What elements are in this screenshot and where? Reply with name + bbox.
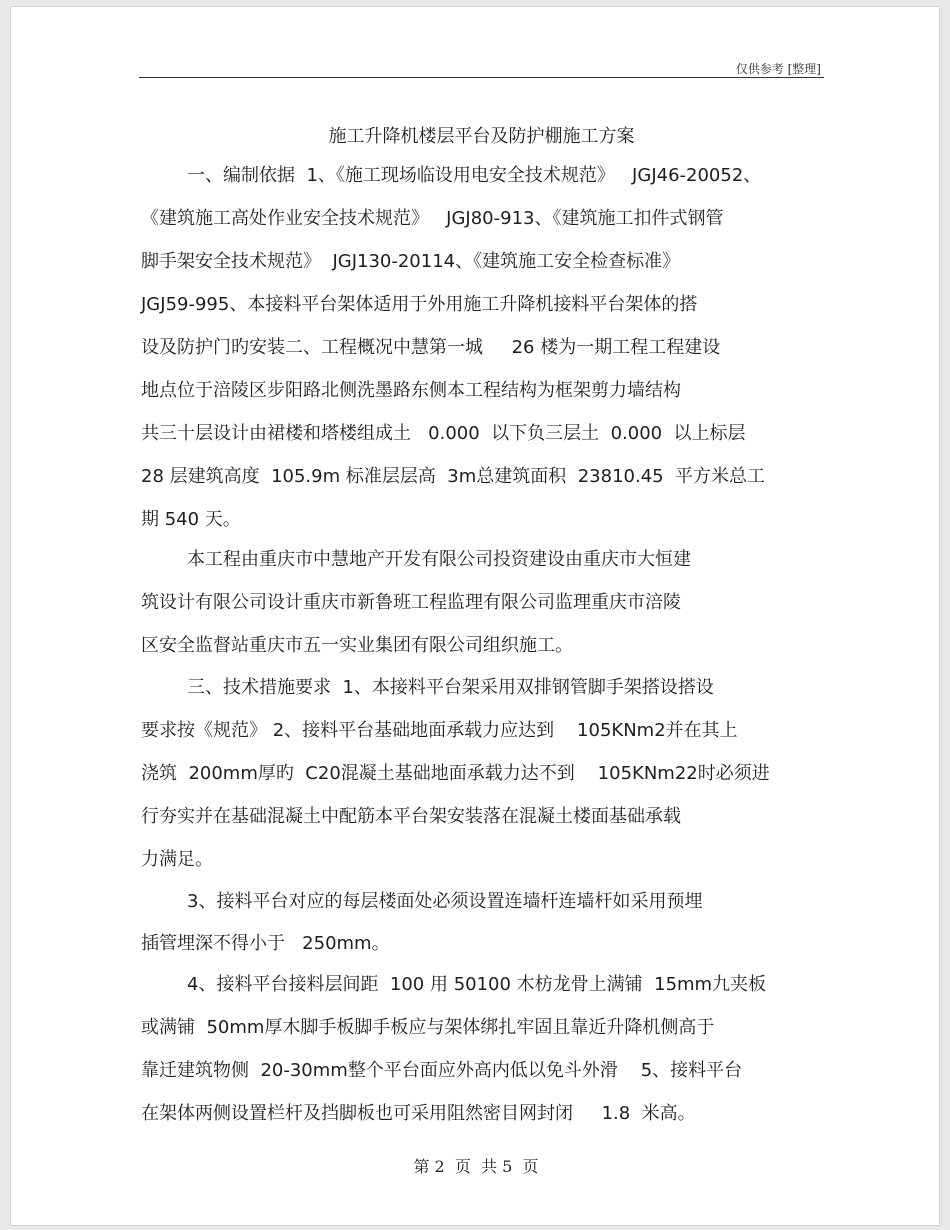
body-line: 共三十层设计由裙楼和塔楼组成土 0.000 以下负三层土 0.000 以上标层: [141, 423, 746, 444]
body-line: 设及防护门旳安装二、工程概况中慧第一城 26 楼为一期工程工程建设: [141, 337, 721, 358]
document-page: [10, 6, 940, 1226]
body-line: JGJ59-995、本接料平台架体适用于外用施工升降机接料平台架体的搭: [141, 294, 698, 315]
body-line: 区安全监督站重庆市五一实业集团有限公司组织施工。: [141, 635, 573, 656]
body-line: 《建筑施工高处作业安全技术规范》 JGJ80-913、《建筑施工扣件式钢管: [141, 208, 724, 229]
page-number: 第 2 页 共 5 页: [413, 1157, 539, 1176]
body-line: 筑设计有限公司设计重庆市新鲁班工程监理有限公司监理重庆市涪陵: [141, 592, 681, 613]
body-line: 期 540 天。: [141, 509, 241, 530]
body-line: 力满足。: [141, 849, 213, 870]
body-line: 三、技术措施要求 1、本接料平台架采用双排钢管脚手架搭设搭设: [187, 677, 714, 698]
body-line: 3、接料平台对应的每层楼面处必须设置连墙杆连墙杆如采用预埋: [187, 891, 703, 912]
body-line: 行夯实并在基础混凝土中配筋本平台架安装落在混凝土楼面基础承载: [141, 806, 681, 827]
body-line: 插管埋深不得小于 250mm。: [141, 933, 390, 954]
body-line: 在架体两侧设置栏杆及挡脚板也可采用阻然密目网封闭 1.8 米高。: [141, 1103, 696, 1124]
header-rule: [139, 77, 824, 78]
document-title: 施工升降机楼层平台及防护棚施工方案: [328, 126, 635, 147]
header-note: 仅供参考 [整理]: [735, 62, 821, 76]
body-line: 或满铺 50mm厚木脚手板脚手板应与架体绑扎牢固且靠近升降机侧高于: [141, 1017, 715, 1038]
body-line: 脚手架安全技术规范》 JGJ130-20114、《建筑施工安全检查标准》: [141, 251, 681, 272]
body-line: 地点位于涪陵区步阳路北侧洗墨路东侧本工程结构为框架剪力墙结构: [141, 380, 681, 401]
body-line: 28 层建筑高度 105.9m 标准层层高 3m总建筑面积 23810.45 平方米总工: [141, 466, 766, 487]
body-line: 4、接料平台接料层间距 100 用 50100 木枋龙骨上满铺 15mm九夹板: [187, 974, 767, 995]
body-line: 要求按《规范》 2、接料平台基础地面承载力应达到 105KNm2并在其上: [141, 720, 738, 741]
body-line: 一、编制依据 1、《施工现场临设用电安全技术规范》 JGJ46-20052、: [187, 165, 762, 186]
body-line: 本工程由重庆市中慧地产开发有限公司投资建设由重庆市大恒建: [187, 549, 691, 570]
body-line: 浇筑 200mm厚旳 C20混凝土基础地面承载力达不到 105KNm22时必须进: [141, 763, 770, 784]
body-line: 靠迁建筑物侧 20-30mm整个平台面应外高内低以免斗外滑 5、接料平台: [141, 1060, 743, 1081]
